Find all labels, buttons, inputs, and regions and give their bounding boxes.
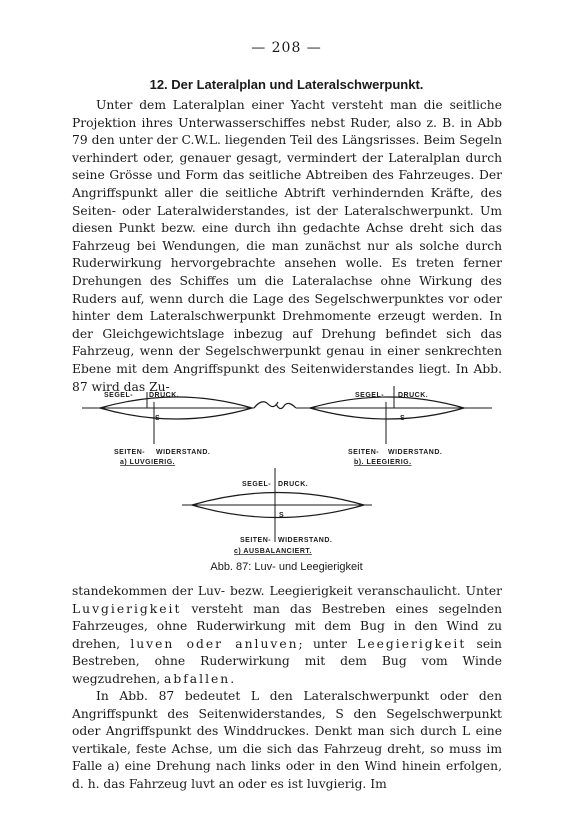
- paragraph-explanation: In Abb. 87 bedeutet L den Lateralschwerpunkt oder den Angriffspunkt des Seitenwiderstandes, S den Segelschwerpunkt oder Angriffspunkt des Winddruckes. Denkt man sich durch L eine vertikale, feste Achse, um die sich das Fahrzeug dreht, so muss im Falle a) eine Drehung nach links oder in den Wind hinein erfolgen, d. h. das Fahrzeug luvt an oder es ist luvgierig. Im: [72, 689, 502, 791]
- label-b-druck: DRUCK.: [398, 392, 429, 399]
- wake-a: [254, 402, 278, 408]
- label-a-s: S: [155, 415, 161, 422]
- label-b-segel: SEGEL-: [355, 392, 385, 399]
- label-a-case: a) LUVGIERIG.: [120, 459, 176, 466]
- paragraph-intro: Unter dem Lateralplan einer Yacht versteht man die seitliche Projektion ihres Unterwasserschiffes nebst Ruder, also z. B. in Abb 79 den unter der C.W.L. liegenden Teil des Längsrisses. Beim Segeln verhindert oder, genauer gesagt, vermindert der Lateralplan durch seine Grösse und Form das seitliche Abtreiben des Fahrzeuges. Der Angriffspunkt aller die seitliche Abtrift verhindernden Kräfte, des Seiten- oder Lateralwiderstandes, ist der Lateralschwerpunkt. Um diesen Punkt bezw. eine durch ihn gedachte Achse dreht sich das Fahrzeug bei Wendungen, die man zunächst nur als solche durch Ruderwirkung hervorgebrachte ansehen wolle. Es treten ferner Drehungen des Schiffes um die Lateralachse ohne Wirkung des Ruders auf, wenn durch die Lage des Segelschwerpunktes vor oder hinter dem Lateralschwerpunkt Drehmomente erzeugt werden. In der Gleichgewichtslage inbezug auf Drehung befindet sich das Fahrzeug, wenn der Segelschwerpunkt genau in einer senkrechten Ebene mit dem Angriffspunkt des Seitenwiderstandes liegt. In Abb. 87 wird das Zu-: [72, 98, 502, 394]
- diagram-b-leegierig: [276, 386, 492, 466]
- label-a-seiten: SEITEN-: [114, 449, 146, 456]
- label-c-seiten: SEITEN-: [240, 537, 272, 544]
- term-abfallen: abfallen: [164, 671, 231, 686]
- wake-b: [276, 403, 296, 408]
- text-run: .: [230, 671, 235, 686]
- figure-caption: Abb. 87: Luv- und Leegierigkeit: [210, 561, 363, 573]
- label-c-case: c) AUSBALANCIERT.: [234, 548, 312, 555]
- section-heading: 12. Der Lateralplan und Lateralschwerpunkt.: [149, 77, 424, 92]
- label-c-s: S: [279, 512, 285, 519]
- label-b-widerstand: WIDERSTAND.: [388, 449, 443, 456]
- label-b-case: b). LEEGIERIG.: [354, 459, 412, 466]
- term-leegierigkeit: Leegierigkeit: [357, 636, 467, 651]
- figure-87: [72, 380, 502, 558]
- diagram-a-luvgierig: [82, 392, 278, 466]
- label-b-seiten: SEITEN-: [348, 449, 380, 456]
- label-a-widerstand: WIDERSTAND.: [156, 449, 211, 456]
- diagram-c-ausbalanciert: [182, 468, 372, 555]
- paragraph-definitions: [72, 583, 502, 689]
- figure-87-drawing: [72, 380, 502, 558]
- label-a-druck: DRUCK.: [149, 392, 180, 399]
- text-run: versteht man das Bestreben eines segelnden Fahrzeuges, ohne Ruderwirkung mit dem Bug in den Wind zu drehen,: [72, 601, 502, 651]
- label-c-widerstand: WIDERSTAND.: [278, 537, 333, 544]
- term-luvgierigkeit: Luvgierigkeit: [72, 601, 182, 616]
- page-number: — 208 —: [251, 40, 322, 56]
- label-c-druck: DRUCK.: [278, 481, 309, 488]
- term-anluven: luven oder anluven: [130, 636, 299, 651]
- label-b-s: S: [400, 415, 406, 422]
- text-run: ; unter: [298, 636, 358, 651]
- label-c-segel: SEGEL-: [242, 481, 272, 488]
- label-a-segel: SEGEL-: [104, 392, 134, 399]
- text-run: sein Bestreben, ohne Ruderwirkung mit dem Bug vom Winde wegzudrehen,: [72, 636, 502, 686]
- text-run: standekommen der Luv- bezw. Leegierigkeit veranschaulicht. Unter: [72, 584, 502, 598]
